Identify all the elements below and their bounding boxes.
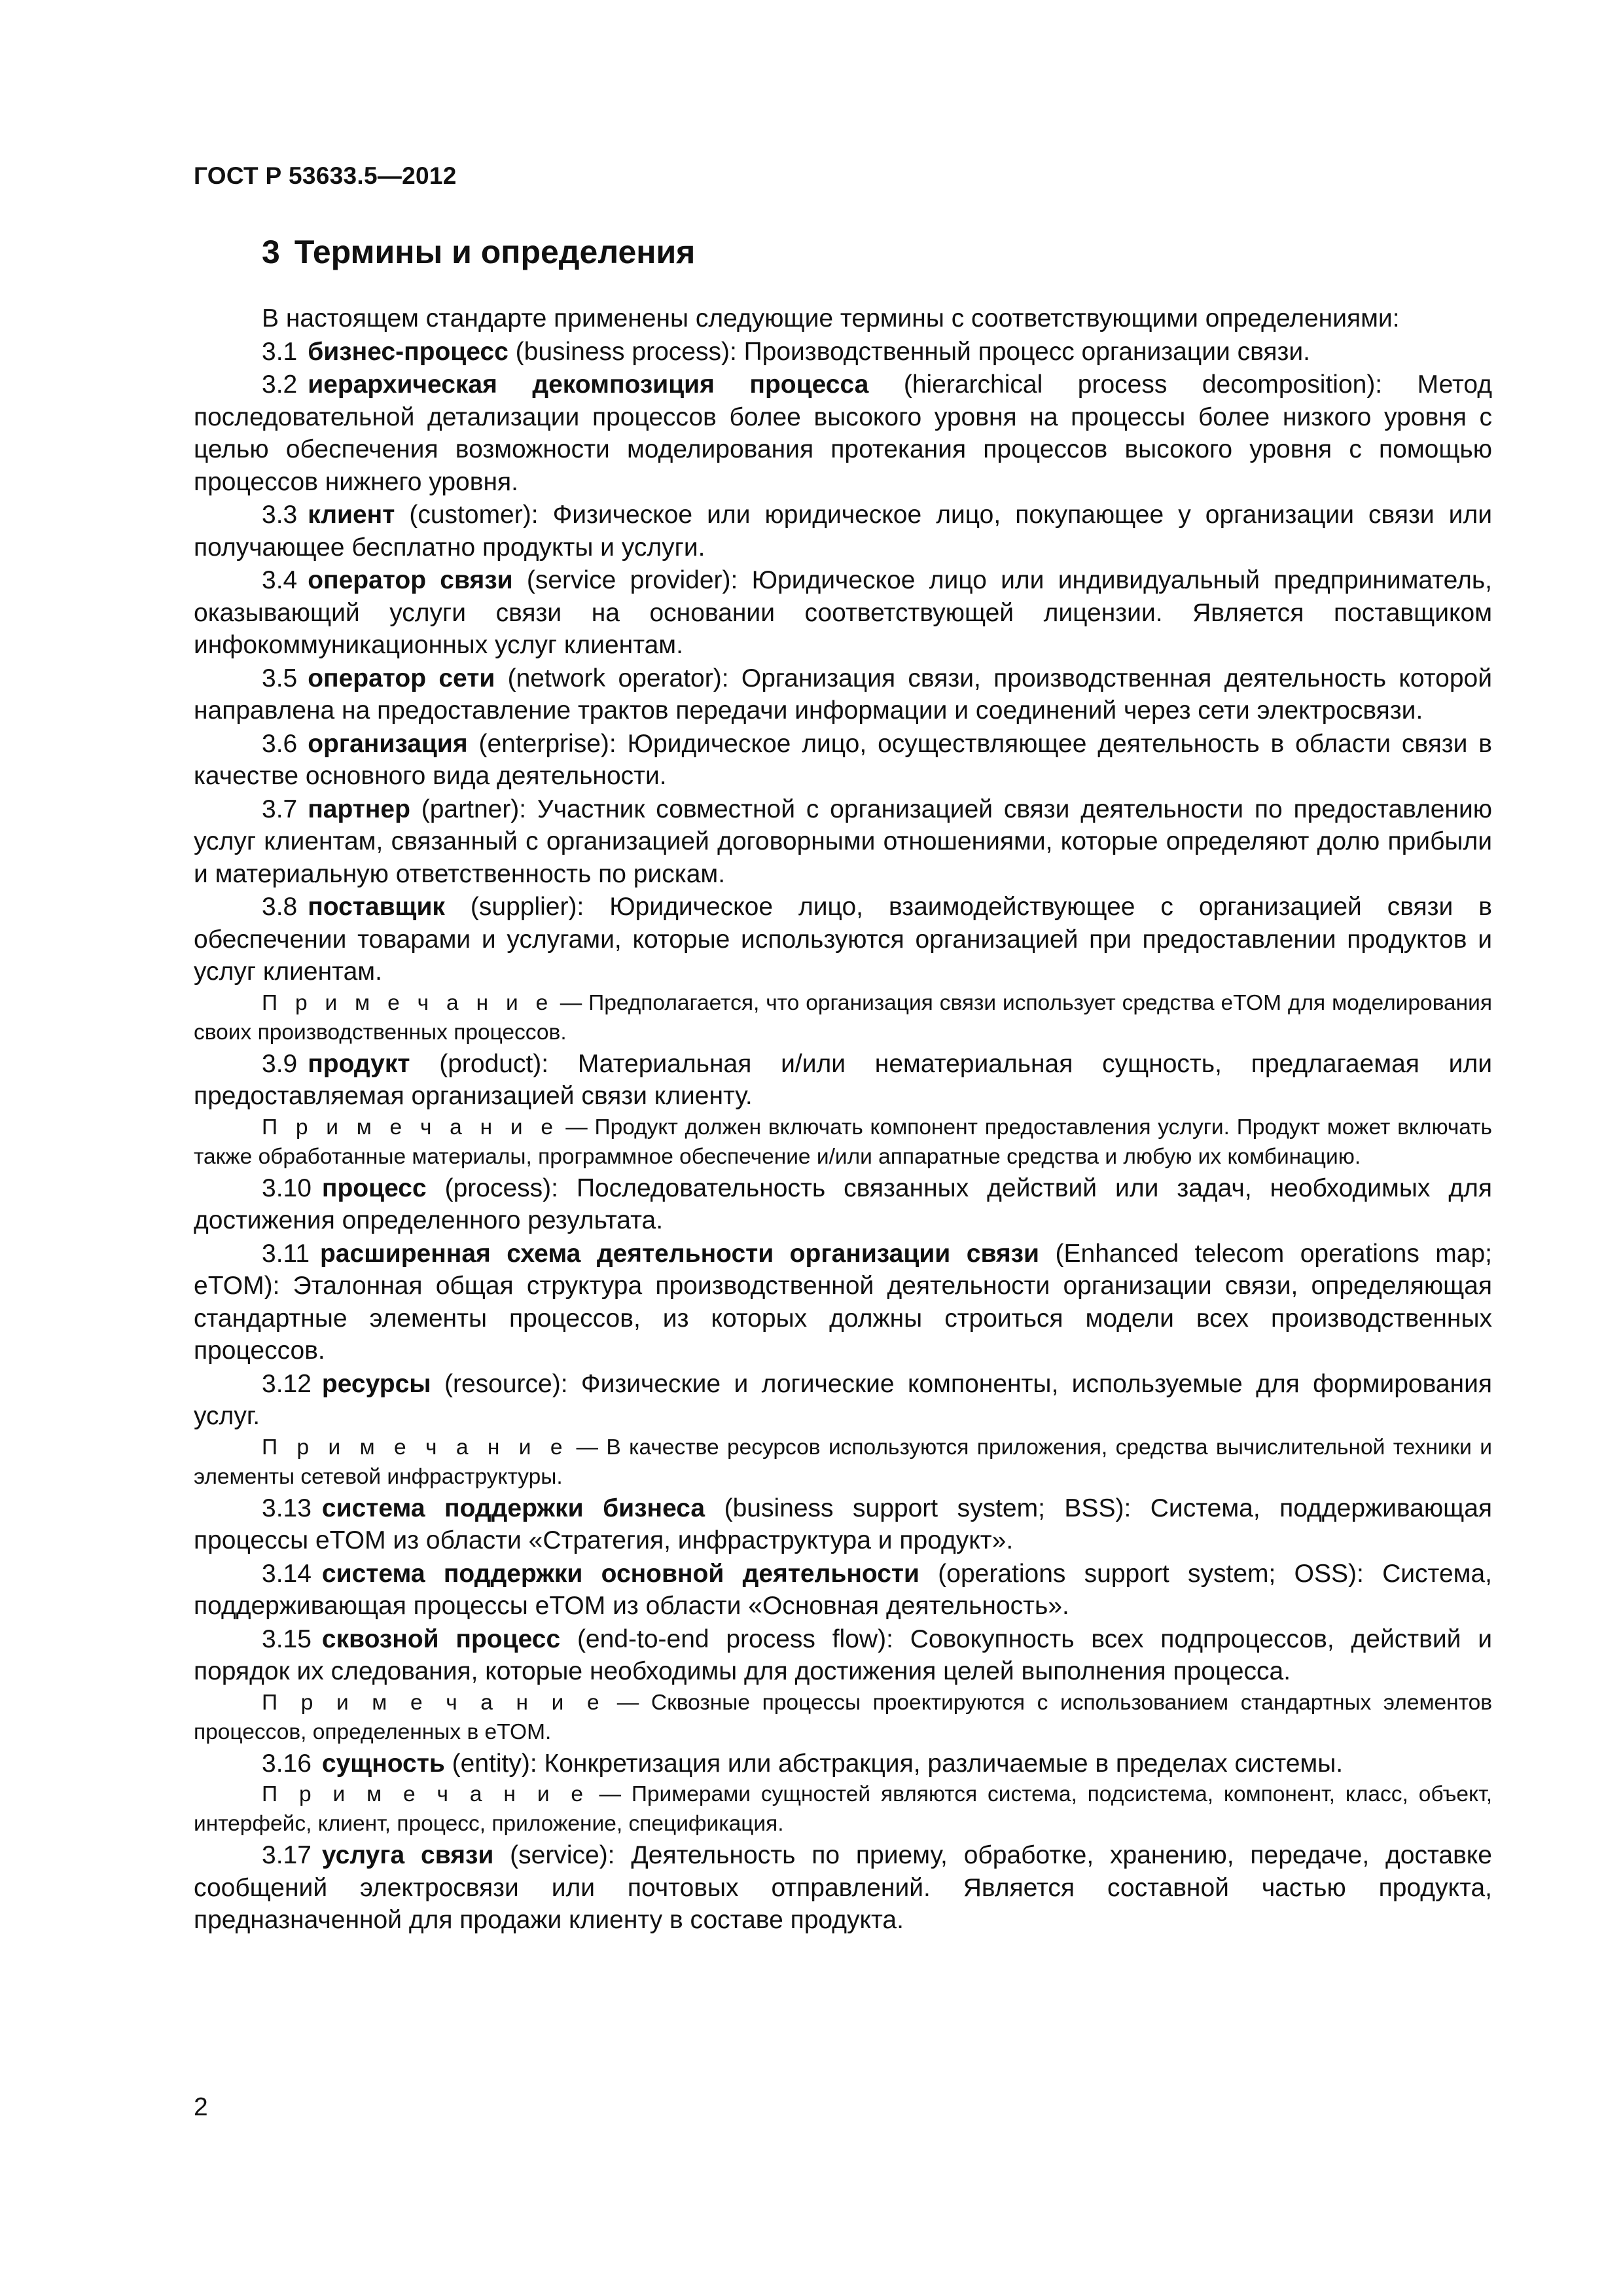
note-text: — В качестве ресурсов используются приложения, средства вычислительной техники и элементы сетевой инфраструктуры. — [194, 1435, 1493, 1489]
term-3-12 — [194, 1368, 1492, 1433]
term-3-5 — [194, 662, 1492, 727]
term-name: сквозной процесс — [321, 1624, 561, 1653]
term-number: 3.13 — [262, 1494, 312, 1522]
term-3-11 — [194, 1238, 1492, 1367]
note-2 — [194, 1113, 1492, 1172]
term-number: 3.16 — [262, 1749, 312, 1778]
term-definition: (service): Деятельность по приему, обработке, хранению, передаче, доставке сообщений электросвязи или почтовых отправлений. Является составной частью продукта, предназначенной для продажи клиенту в составе продукта. — [194, 1841, 1492, 1934]
term-number: 3.15 — [262, 1624, 312, 1653]
term-number: 3.12 — [262, 1369, 312, 1398]
term-3-2 — [194, 368, 1492, 498]
term-definition: (network operator): Организация связи, производственная деятельность которой направлена на предоставление трактов передачи информации и соединений через сети электросвязи. — [194, 664, 1493, 725]
note-label: П р и м е ч а н и е — [262, 990, 554, 1015]
term-definition: (partner): Участник совместной с организацией связи деятельности по предоставлению услуг клиентам, связанный с организацией договорными отношениями, которые определяют долю прибыли и материальную ответственность по рискам. — [194, 795, 1492, 888]
section-heading — [262, 233, 695, 271]
intro-paragraph: В настоящем стандарте применены следующие термины с соответствующими определениями: — [262, 304, 1400, 332]
term-definition: (hierarchical process decomposition): Метод последовательной детализации процессов более высокого уровня на процессы более низкого уровня с целью обеспечения возможности моделирования протекания процессов высокого уровня с помощью процессов нижнего уровня. — [194, 370, 1492, 496]
term-name: оператор сети — [308, 664, 495, 692]
term-name: сущность — [321, 1749, 445, 1778]
document-code-header: ГОСТ Р 53633.5—2012 — [194, 162, 457, 189]
note-text: — Продукт должен включать компонент предоставления услуги. Продукт может включать также обработанные материалы, программное обеспечение и/или аппаратные средства и любую их комбинацию. — [194, 1115, 1492, 1169]
term-name: партнер — [308, 795, 410, 823]
term-3-1 — [194, 336, 1492, 368]
term-definition: (service provider): Юридическое лицо или индивидуальный предприниматель, оказывающий услуги связи на основании соответствующей лицензии. Является поставщиком инфокоммуникационных услуг клиентам. — [194, 566, 1492, 659]
note-text: — Примерами сущностей являются система, подсистема, компонент, класс, объект, интерфейс, клиент, процесс, приложение, спецификация. — [194, 1782, 1493, 1836]
term-definition: (enterprise): Юридическое лицо, осуществляющее деятельность в области связи в качестве основного вида деятельности. — [194, 729, 1492, 790]
term-number: 3.9 — [262, 1049, 298, 1078]
term-number: 3.7 — [262, 795, 298, 823]
term-definition: (business process): Производственный процесс организации связи. — [508, 337, 1311, 366]
term-definition: (end-to-end process flow): Совокупность всех подпроцессов, действий и порядок их следования, которые необходимы для достижения целей выполнения процесса. — [194, 1624, 1492, 1685]
section-number: 3 — [262, 234, 280, 270]
term-definition: (business support system; BSS): Система, поддерживающая процессы eTOM из области «Стратегия, инфраструктура и продукт». — [194, 1494, 1492, 1554]
term-name: бизнес-процесс — [308, 337, 508, 366]
term-definition: (customer): Физическое или юридическое лицо, покупающее у организации связи или получающее бесплатно продукты и услуги. — [194, 501, 1492, 562]
term-number: 3.17 — [262, 1841, 312, 1869]
term-number: 3.10 — [262, 1174, 312, 1202]
note-4 — [194, 1688, 1492, 1747]
term-name: иерархическая декомпозиция процесса — [308, 370, 869, 399]
term-name: поставщик — [308, 893, 445, 921]
term-number: 3.6 — [262, 729, 298, 758]
term-name: оператор связи — [308, 566, 513, 594]
note-3 — [194, 1433, 1492, 1492]
term-3-10 — [194, 1172, 1492, 1237]
term-3-17 — [194, 1839, 1492, 1937]
term-definition: (supplier): Юридическое лицо, взаимодействующее с организацией связи в обеспечении товарами и услугами, которые используются организацией при предоставлении продуктов и услуг клиентам. — [194, 893, 1492, 986]
term-name: услуга связи — [321, 1841, 494, 1869]
term-definition: (process): Последовательность связанных действий или задач, необходимых для достижения определенного результата. — [194, 1174, 1492, 1234]
term-definition: (product): Материальная и/или нематериальная сущность, предлагаемая или предоставляемая организацией связи клиенту. — [194, 1049, 1492, 1110]
term-name: ресурсы — [321, 1369, 431, 1398]
term-name: расширенная схема деятельности организации связи — [320, 1239, 1040, 1268]
term-definition: (entity): Конкретизация или абстракция, различаемые в пределах системы. — [444, 1749, 1344, 1778]
term-3-4 — [194, 564, 1492, 662]
term-3-7 — [194, 793, 1492, 891]
term-3-16 — [194, 1748, 1492, 1780]
note-label: П р и м е ч а н и е — [262, 1435, 569, 1460]
term-name: клиент — [308, 501, 395, 529]
page-number: 2 — [194, 2093, 208, 2121]
term-3-9 — [194, 1048, 1492, 1113]
note-label: П р и м е ч а н и е — [262, 1115, 559, 1139]
note-text: — Предполагается, что организация связи использует средства eTOM для моделирования своих производственных процессов. — [194, 990, 1493, 1045]
term-number: 3.2 — [262, 370, 298, 399]
section-title: Термины и определения — [294, 234, 696, 270]
term-definition: (operations support system; OSS): Система, поддерживающая процессы eTOM из области «Основная деятельность». — [194, 1559, 1493, 1620]
term-number: 3.11 — [262, 1239, 310, 1268]
term-3-3 — [194, 499, 1492, 564]
note-label: П р и м е ч а н и е — [262, 1690, 605, 1715]
term-number: 3.8 — [262, 893, 298, 921]
term-name: продукт — [308, 1049, 410, 1078]
term-number: 3.1 — [262, 337, 298, 366]
note-text: — Сквозные процессы проектируются с использованием стандартных элементов процессов, определенных в eTOM. — [194, 1690, 1493, 1744]
term-name: процесс — [321, 1174, 427, 1202]
term-number: 3.5 — [262, 664, 298, 692]
term-definition: (resource): Физические и логические компоненты, используемые для формирования услуг. — [194, 1369, 1492, 1430]
note-label: П р и м е ч а н и е — [262, 1782, 589, 1806]
term-name: организация — [308, 729, 468, 758]
term-name: система поддержки бизнеса — [321, 1494, 705, 1522]
term-3-13 — [194, 1492, 1492, 1557]
note-1 — [194, 988, 1492, 1047]
term-3-8 — [194, 891, 1492, 988]
term-number: 3.4 — [262, 566, 298, 594]
term-3-15 — [194, 1623, 1492, 1688]
term-number: 3.3 — [262, 501, 298, 529]
term-name: система поддержки основной деятельности — [321, 1559, 919, 1588]
term-number: 3.14 — [262, 1559, 312, 1588]
term-3-14 — [194, 1558, 1492, 1623]
term-definition: (Enhanced telecom operations map; eTOM): Эталонная общая структура производственной деятельности организации связи, определяющая стандартные элементы процессов, из которых должны строиться модели всех производственных процессов. — [194, 1239, 1493, 1365]
term-3-6 — [194, 728, 1492, 793]
note-5 — [194, 1780, 1492, 1839]
terms-content — [194, 302, 1492, 1937]
